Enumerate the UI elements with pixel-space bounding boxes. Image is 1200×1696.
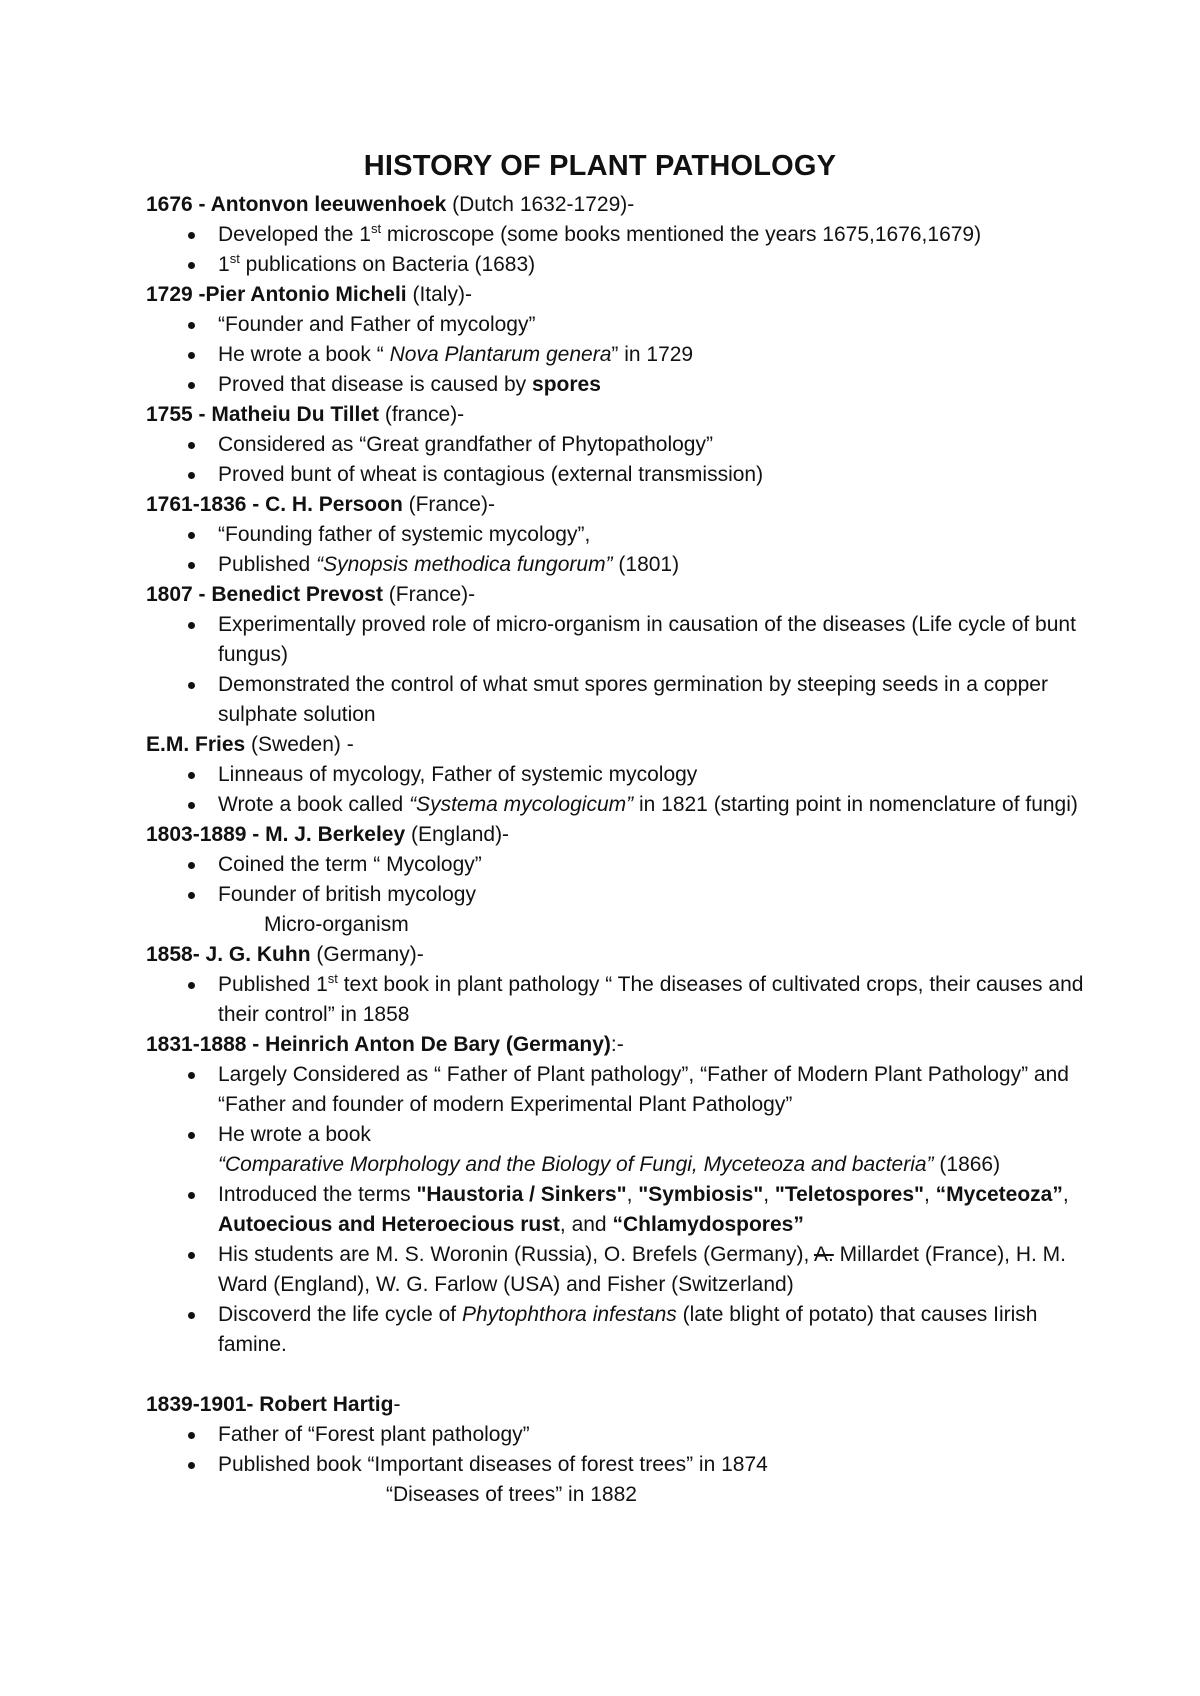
entry-heading-detail: :- [610, 1033, 624, 1056]
list-item [146, 1240, 1086, 1300]
blank-line [146, 1360, 1086, 1390]
superscript: st [327, 971, 338, 986]
bullet-list [146, 520, 1086, 580]
entry-persoon [146, 490, 1086, 580]
entry-micheli [146, 280, 1086, 400]
bullet-text: Developed the 1 [218, 223, 371, 246]
bullet-text: Introduced the terms [218, 1183, 417, 1206]
bullet-text: (late blight of potato) that causes Iirish famine. [218, 1303, 1038, 1356]
entry-leeuwenhoek [146, 190, 1086, 280]
bullet-text: ” in 1729 [611, 343, 694, 366]
list-item [146, 550, 1086, 580]
bold-term: "Symbiosis" [638, 1183, 764, 1206]
list-item [146, 1120, 1086, 1180]
list-item: Considered as “Great grandfather of Phytopathology” [146, 430, 1086, 460]
entry-heading [146, 490, 1086, 520]
entry-du-tillet [146, 400, 1086, 490]
bullet-text: His students are M. S. Woronin (Russia), O. Brefels (Germany), [218, 1243, 814, 1266]
separator: , [626, 1183, 639, 1206]
bullet-list [146, 610, 1086, 730]
bullet-text: Wrote a book called [218, 793, 410, 816]
entry-heading [146, 1030, 1086, 1060]
bullet-text: He wrote a book [218, 1123, 371, 1146]
list-item: “Founder and Father of mycology” [146, 310, 1086, 340]
bullet-list [146, 1420, 1086, 1480]
bold-term: "Haustoria / Sinkers" [416, 1183, 627, 1206]
entry-heading-detail: (france)- [379, 403, 465, 426]
document-body [146, 190, 1086, 1510]
entry-heading-name: 1755 - Matheiu Du Tillet [146, 403, 379, 426]
bullet-text: (1801) [612, 553, 680, 576]
list-item [146, 1300, 1086, 1360]
entry-heading [146, 820, 1086, 850]
entry-heading [146, 1390, 1086, 1420]
list-item [146, 1180, 1086, 1240]
bullet-text: Discoverd the life cycle of [218, 1303, 462, 1326]
bullet-list [146, 220, 1086, 280]
entry-heading [146, 580, 1086, 610]
list-item: “Founding father of systemic mycology”, [146, 520, 1086, 550]
entry-de-bary [146, 1030, 1086, 1360]
bullet-list [146, 430, 1086, 490]
entry-heading-detail: (Germany)- [310, 943, 424, 966]
bullet-text: publications on Bacteria (1683) [239, 253, 536, 276]
bullet-text: Millardet (France), H. M. Ward (England), W. G. Farlow (USA) and Fisher (Switzerland) [218, 1243, 1067, 1296]
entry-heading-name: 1831-1888 - Heinrich Anton De Bary (Germany) [146, 1033, 611, 1056]
book-title: “Systema mycologicum” [409, 793, 634, 816]
entry-heading-detail: (Sweden) - [245, 733, 354, 756]
entry-heading [146, 730, 1086, 760]
separator: , [1062, 1183, 1069, 1206]
entry-heading-name: 1807 - Benedict Prevost [146, 583, 383, 606]
list-item: Largely Considered as “ Father of Plant pathology”, “Father of Modern Plant Pathology” and “Father and founder of modern Experimental Plant Pathology” [146, 1060, 1086, 1120]
bullet-text: microscope (some books mentioned the years 1675,1676,1679) [381, 223, 982, 246]
separator: , [923, 1183, 936, 1206]
bullet-text: Proved that disease is caused by [218, 373, 533, 396]
entry-hartig [146, 1390, 1086, 1510]
list-item [146, 970, 1086, 1030]
list-item: Founder of british mycology [146, 880, 1086, 910]
bullet-list [146, 1060, 1086, 1360]
entry-heading-name: 1761-1836 - C. H. Persoon [146, 493, 403, 516]
entry-prevost [146, 580, 1086, 730]
entry-heading [146, 280, 1086, 310]
indented-note: “Diseases of trees” in 1882 [386, 1483, 637, 1506]
separator: , and [559, 1213, 613, 1236]
bullet-list [146, 310, 1086, 400]
book-title: “Comparative Morphology and the Biology of Fungi, Myceteoza and bacteria” [218, 1153, 934, 1176]
list-item: Experimentally proved role of micro-organism in causation of the diseases (Life cycle of bunt fungus) [146, 610, 1086, 670]
list-item: Father of “Forest plant pathology” [146, 1420, 1086, 1450]
bullet-list [146, 970, 1086, 1030]
entry-kuhn [146, 940, 1086, 1030]
species-name: Phytophthora infestans [461, 1303, 677, 1326]
entry-heading-detail: (Italy)- [406, 283, 472, 306]
entry-heading [146, 940, 1086, 970]
entry-heading-name: 1858- J. G. Kuhn [146, 943, 311, 966]
entry-heading-detail: (France)- [402, 493, 495, 516]
list-item: Linneaus of mycology, Father of systemic mycology [146, 760, 1086, 790]
list-item [146, 220, 1086, 250]
struck-text: A. [813, 1243, 834, 1266]
entry-heading-detail: - [393, 1393, 401, 1416]
bold-term: spores [532, 373, 601, 396]
superscript: st [370, 221, 382, 236]
entry-heading-name: 1729 -Pier Antonio Micheli [146, 283, 407, 306]
entry-berkeley [146, 820, 1086, 940]
entry-heading [146, 400, 1086, 430]
entry-heading [146, 190, 1086, 220]
entry-heading-name: 1803-1889 - M. J. Berkeley [146, 823, 406, 846]
entry-heading-detail: (England)- [405, 823, 510, 846]
book-title: Nova Plantarum genera [389, 343, 612, 366]
separator: , [763, 1183, 775, 1206]
list-item: Published book “Important diseases of forest trees” in 1874 [146, 1450, 1086, 1480]
list-item [146, 370, 1086, 400]
entry-heading-detail: (Dutch 1632-1729)- [446, 193, 635, 216]
bold-term: “Chlamydospores” [612, 1213, 804, 1236]
list-item [146, 250, 1086, 280]
bullet-list [146, 760, 1086, 820]
list-item: Coined the term “ Mycology” [146, 850, 1086, 880]
entry-fries [146, 730, 1086, 820]
bullet-text: Published 1 [218, 973, 328, 996]
bold-term: "Teletospores" [774, 1183, 924, 1206]
book-title: “Synopsis methodica fungorum” [316, 553, 613, 576]
entry-heading-detail: (France)- [382, 583, 476, 606]
list-item [146, 790, 1086, 820]
bullet-text: (1866) [933, 1153, 1001, 1176]
entry-heading-name: 1839-1901- Robert Hartig [146, 1393, 394, 1416]
list-item: Demonstrated the control of what smut spores germination by steeping seeds in a copper sulphate solution [146, 670, 1086, 730]
bullet-text: Published [218, 553, 317, 576]
bullet-text: 1 [218, 253, 230, 276]
bullet-text: in 1821 (starting point in nomenclature of fungi) [633, 793, 1078, 816]
bold-term: “Myceteoza” [935, 1183, 1063, 1206]
indented-note: Micro-organism [264, 913, 409, 936]
entry-heading-name: 1676 - Antonvon leeuwenhoek [146, 193, 447, 216]
superscript: st [229, 251, 240, 266]
bullet-text: text book in plant pathology “ The diseases of cultivated crops, their causes and their control” in 1858 [218, 973, 1084, 1026]
page-title: HISTORY OF PLANT PATHOLOGY [363, 150, 837, 182]
bullet-list [146, 850, 1086, 910]
bullet-continuation [218, 1150, 1086, 1180]
list-item: Proved bunt of wheat is contagious (external transmission) [146, 460, 1086, 490]
entry-heading-name: E.M. Fries [146, 733, 246, 756]
bullet-text: He wrote a book “ [218, 343, 390, 366]
bold-term: Autoecious and Heteroecious rust [218, 1213, 560, 1236]
list-item [146, 340, 1086, 370]
